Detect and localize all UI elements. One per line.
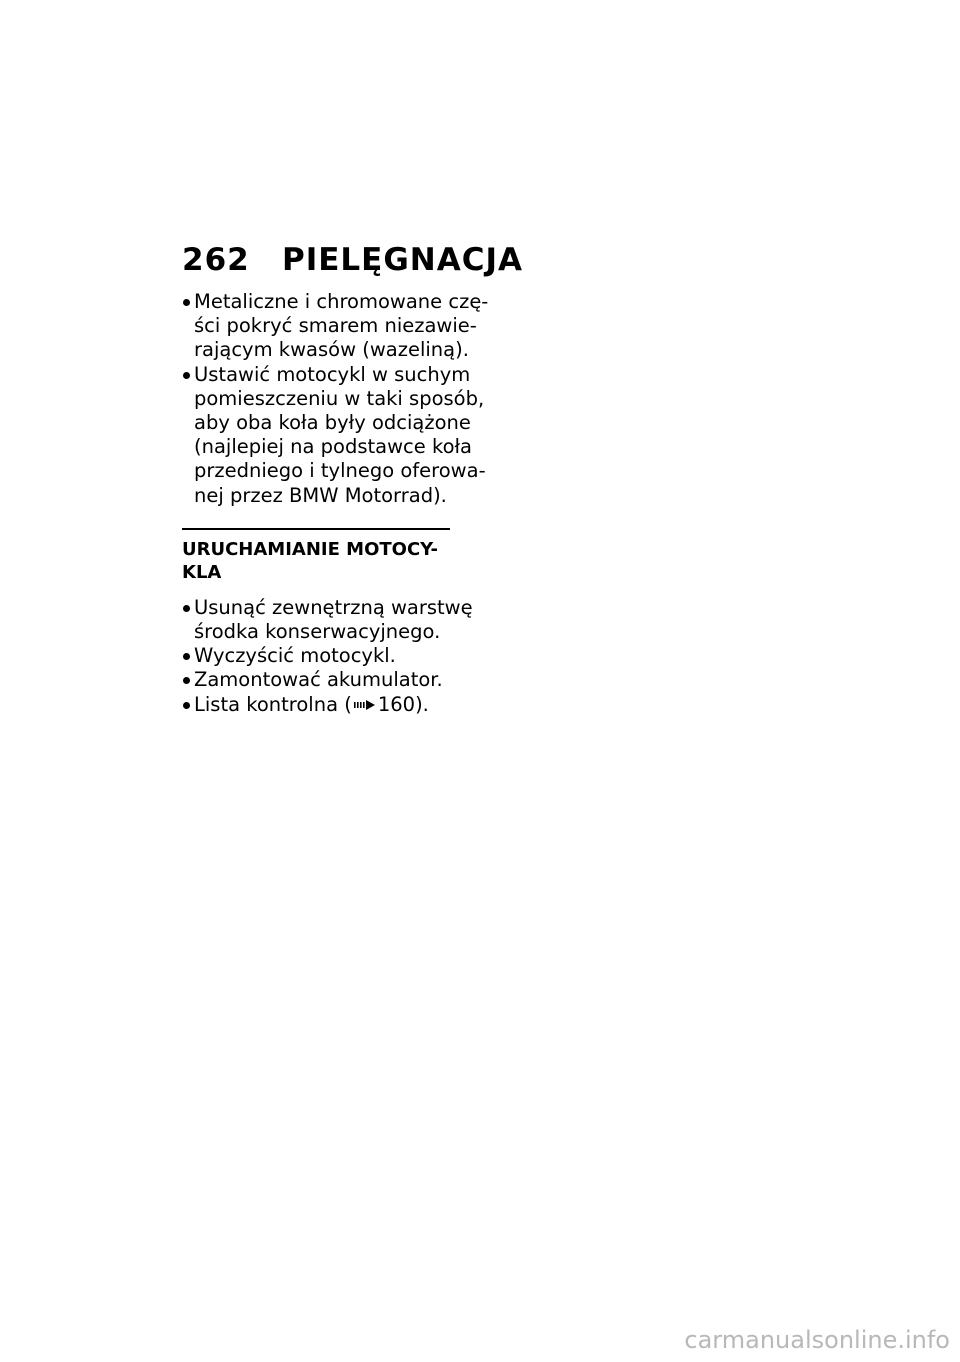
checklist-line [194,693,456,717]
checklist-prefix: Lista kontrolna ( [194,692,352,716]
section-divider [182,528,450,530]
section-title [182,538,456,584]
bullet-list-bottom [182,595,473,717]
list-item-line: pomieszczeniu w taki sposób, [194,386,485,410]
checklist-item [182,693,456,717]
checklist-page-link[interactable]: 160 [377,692,416,716]
list-item-line: środka konserwacyjnego. [194,620,441,644]
list-item-line: aby oba koła były odciążone [194,411,471,435]
list-item [182,644,456,668]
list-item [182,362,486,508]
checklist-suffix: ). [415,692,429,716]
list-item-line: Ustawić motocykl w suchym [194,362,471,386]
section-title-line: KLA [182,561,222,583]
page-reference-arrow-icon [353,698,377,712]
chapter-title: PIELĘGNACJA [282,242,524,278]
list-item-line: rającym kwasów (wazeliną). [194,338,469,362]
list-item-line: nej przez BMW Motorrad). [194,483,447,507]
list-item-line: Wyczyścić motocykl. [194,644,396,668]
list-item-line: ści pokryć smarem niezawie- [194,314,477,338]
page-header [182,240,523,280]
list-item [182,668,456,692]
section-title-line: URUCHAMIANIE MOTOCY- [182,538,439,560]
list-item-line: Metaliczne i chromowane czę- [194,290,489,313]
list-item-line: przedniego i tylnego oferowa- [194,459,486,483]
page-number: 262 [182,242,250,278]
footer-watermark: carmanualsonline.info [684,1326,950,1354]
list-item-line: Zamontować akumulator. [194,668,443,692]
content-column [182,290,489,717]
list-item-line: Usunąć zewnętrzną warstwę [194,595,473,619]
list-item [182,595,473,644]
bullet-list-top [182,290,489,508]
list-item-line: (najlepiej na podstawce koła [194,435,472,459]
list-item [182,290,489,363]
